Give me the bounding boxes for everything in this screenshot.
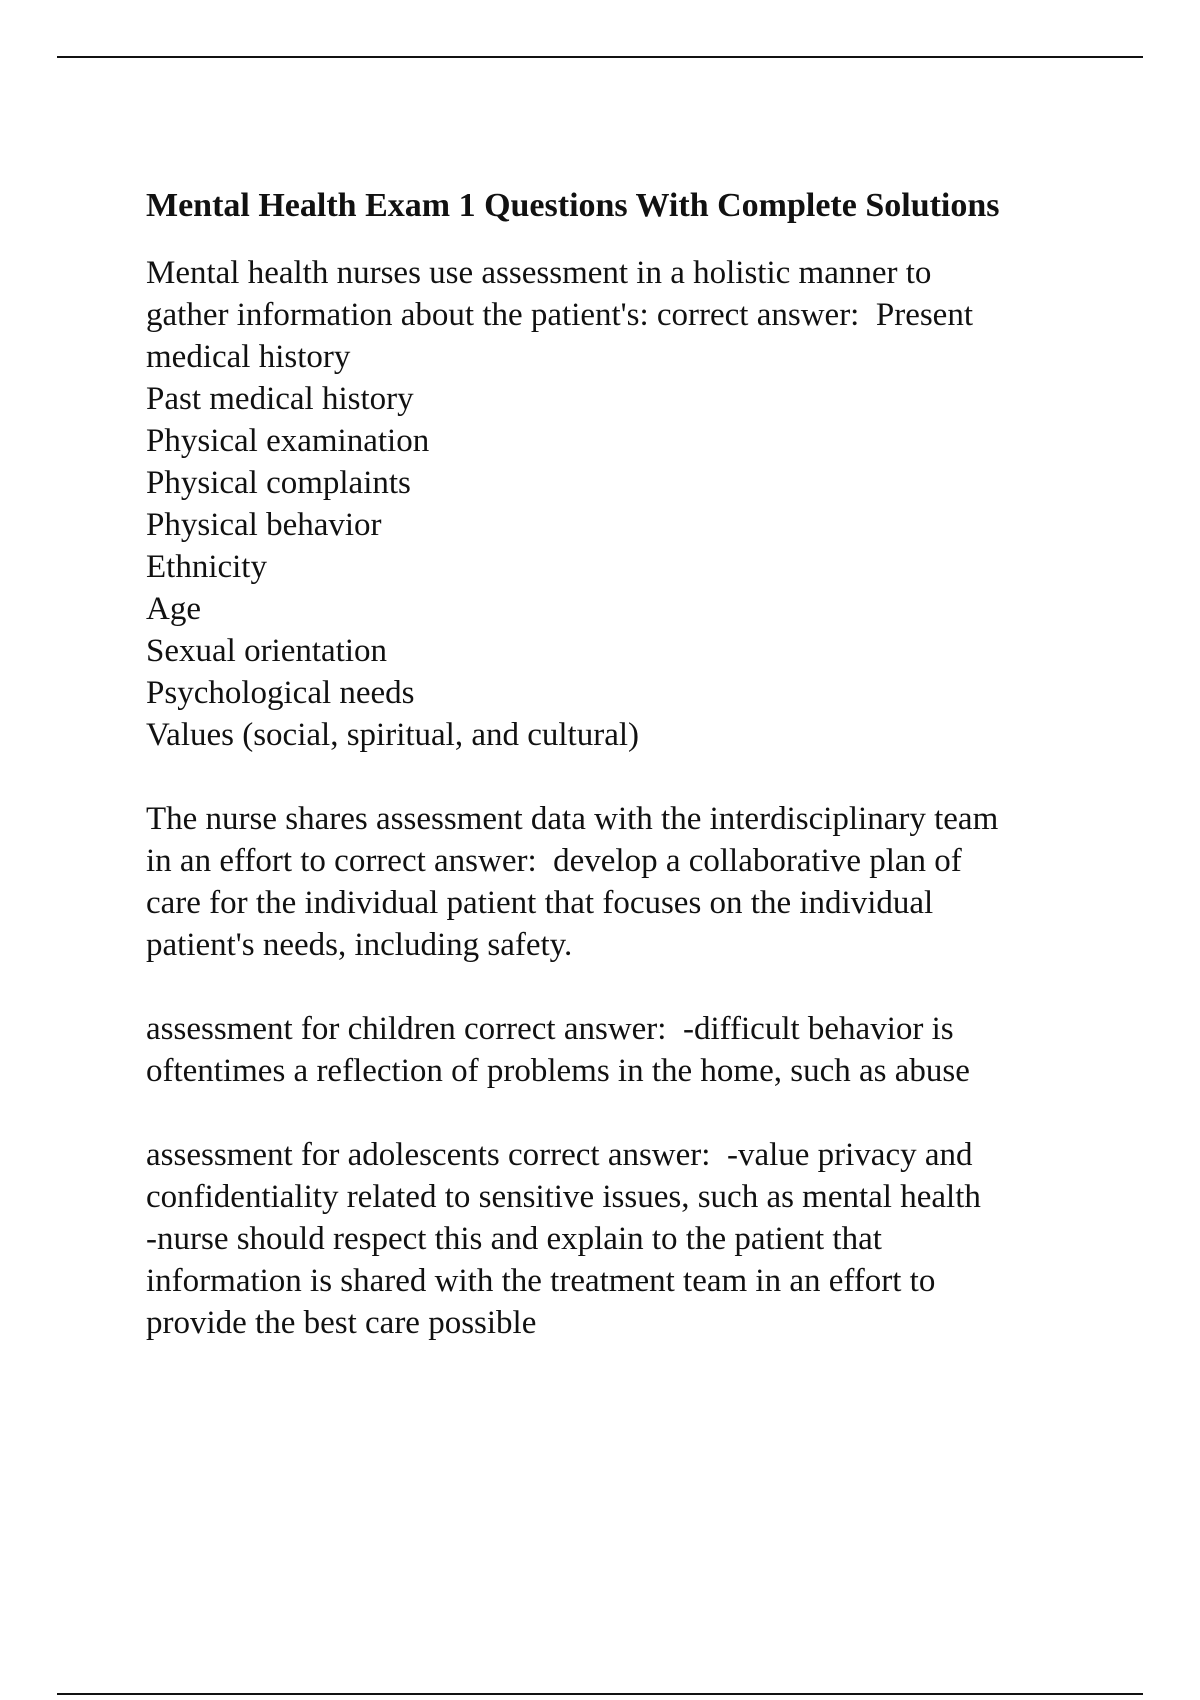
text-line: Ethnicity [146,549,267,585]
text-line: provide the best care possible [146,1305,537,1341]
footer-rule [57,1693,1143,1695]
text-line: Values (social, spiritual, and cultural) [146,717,640,753]
qa-entry-3 [146,1008,1146,1092]
text-line: Past medical history [146,381,414,417]
qa-entry-4 [146,1134,1146,1344]
text-line: Age [146,591,201,627]
text-line: Physical examination [146,423,430,459]
text-line: in an effort to correct answer: develop a collaborative plan of [146,843,962,879]
text-line: information is shared with the treatment team in an effort to [146,1263,936,1299]
text-line: assessment for adolescents correct answer: -value privacy and [146,1137,973,1173]
text-line: confidentiality related to sensitive issues, such as mental health [146,1179,981,1215]
text-line: medical history [146,339,351,375]
header-rule [57,56,1143,58]
qa-entry-1 [146,252,1146,756]
text-line: care for the individual patient that focuses on the individual [146,885,934,921]
text-line: Mental health nurses use assessment in a holistic manner to [146,255,932,291]
document-body [146,186,1146,1386]
text-line: assessment for children correct answer: -difficult behavior is [146,1011,954,1047]
text-line: Physical behavior [146,507,382,543]
text-line: gather information about the patient's: correct answer: Present [146,297,973,333]
text-line: -nurse should respect this and explain to the patient that [146,1221,882,1257]
text-line: patient's needs, including safety. [146,927,573,963]
text-line: Psychological needs [146,675,415,711]
document-title: Mental Health Exam 1 Questions With Complete Solutions [146,187,1000,224]
text-line: Sexual orientation [146,633,388,669]
text-line: oftentimes a reflection of problems in the home, such as abuse [146,1053,970,1089]
text-line: Physical complaints [146,465,411,501]
text-line: The nurse shares assessment data with the interdisciplinary team [146,801,999,837]
qa-entry-2 [146,798,1146,966]
